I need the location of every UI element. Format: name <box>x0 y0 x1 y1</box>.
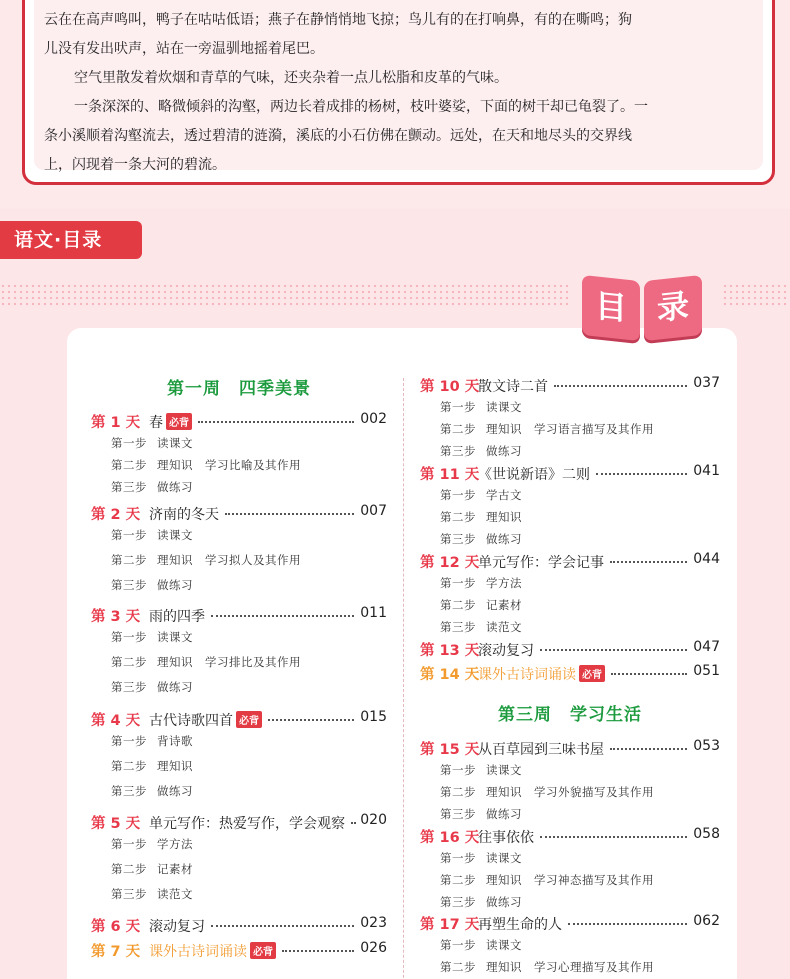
toc-step <box>111 758 193 774</box>
toc-entry[interactable] <box>420 738 720 760</box>
toc-title: 《世说新语》二则 <box>478 467 590 483</box>
toc-step <box>111 861 193 877</box>
step-text: 做练习 <box>486 532 522 546</box>
toc-title: 单元写作：热爱写作，学会观察 <box>149 816 345 832</box>
dotted-leader <box>351 822 354 824</box>
toc-page-number: 015 <box>360 709 387 725</box>
toc-day: 第 7 天 <box>91 944 141 960</box>
dot-pattern-right <box>722 283 790 307</box>
toc-title: 滚动复习 <box>149 919 205 935</box>
step-text: 读范文 <box>486 620 522 634</box>
toc-step <box>111 836 193 852</box>
step-text: 做练习 <box>486 444 522 458</box>
toc-day: 第 14 天 <box>420 667 480 683</box>
toc-title: 课外古诗词诵读 <box>149 944 247 960</box>
step-label: 第三步 <box>111 578 147 592</box>
dotted-leader <box>610 748 687 750</box>
toc-title: 济南的冬天 <box>149 507 219 523</box>
toc-step <box>111 629 193 645</box>
step-text: 理知识 学习神态描写及其作用 <box>486 873 654 887</box>
toc-page-number: 053 <box>693 738 720 754</box>
step-text: 记素材 <box>157 862 193 876</box>
step-text: 做练习 <box>486 807 522 821</box>
step-label: 第三步 <box>440 807 476 821</box>
toc-step <box>440 806 522 822</box>
step-label: 第二步 <box>111 458 147 472</box>
step-label: 第三步 <box>111 887 147 901</box>
toc-step <box>111 527 193 543</box>
step-text: 做练习 <box>157 784 193 798</box>
step-label: 第三步 <box>111 784 147 798</box>
step-label: 第二步 <box>440 960 476 974</box>
toc-title: 古代诗歌四首 <box>149 713 233 729</box>
toc-page-number: 023 <box>360 915 387 931</box>
toc-title: 从百草园到三味书屋 <box>478 742 604 758</box>
must-recite-badge: 必背 <box>166 413 192 430</box>
toc-entry[interactable] <box>420 913 720 935</box>
toc-page-number: 062 <box>693 913 720 929</box>
step-label: 第三步 <box>440 444 476 458</box>
toc-day: 第 10 天 <box>420 379 480 395</box>
step-text: 理知识 学习拟人及其作用 <box>157 553 301 567</box>
toc-page-number: 007 <box>360 503 387 519</box>
passage-line: 条小溪顺着沟壑流去，透过碧清的涟漪，溪底的小石仿佛在颤动。远处，在天和地尽头的交界线 <box>44 128 632 144</box>
step-text: 读课文 <box>157 528 193 542</box>
toc-step <box>111 886 193 902</box>
step-label: 第三步 <box>440 895 476 909</box>
step-text: 背诗歌 <box>157 734 193 748</box>
step-label: 第一步 <box>440 576 476 590</box>
dotted-leader <box>225 513 354 515</box>
toc-entry[interactable] <box>91 503 387 525</box>
step-label: 第一步 <box>111 630 147 644</box>
step-text: 理知识 学习外貌描写及其作用 <box>486 785 654 799</box>
must-recite-badge: 必背 <box>579 665 605 682</box>
step-text: 读范文 <box>157 887 193 901</box>
toc-step <box>111 479 193 495</box>
toc-step <box>440 575 522 591</box>
step-label: 第二步 <box>440 422 476 436</box>
step-label: 第二步 <box>440 873 476 887</box>
toc-step <box>440 421 654 437</box>
step-label: 第二步 <box>111 759 147 773</box>
step-text: 理知识 学习心理描写及其作用 <box>486 960 654 974</box>
step-text: 读课文 <box>157 436 193 450</box>
passage-line: 一条深深的、略微倾斜的沟壑，两边长着成排的杨树，枝叶婆娑，下面的树干却已龟裂了。一 <box>74 99 648 115</box>
toc-day: 第 1 天 <box>91 415 141 431</box>
dotted-leader <box>611 673 687 675</box>
toc-page-number: 047 <box>693 639 720 655</box>
step-label: 第一步 <box>440 763 476 777</box>
toc-page-number: 037 <box>693 375 720 391</box>
step-label: 第三步 <box>111 480 147 494</box>
toc-step <box>111 577 193 593</box>
toc-day: 第 15 天 <box>420 742 480 758</box>
toc-title: 再塑生命的人 <box>478 917 562 933</box>
toc-entry[interactable] <box>420 663 720 685</box>
toc-entry[interactable] <box>420 375 720 397</box>
step-text: 理知识 学习排比及其作用 <box>157 655 301 669</box>
toc-title: 往事依依 <box>478 830 534 846</box>
toc-day: 第 17 天 <box>420 917 480 933</box>
toc-step <box>440 619 522 635</box>
step-label: 第一步 <box>440 938 476 952</box>
step-label: 第二步 <box>440 785 476 799</box>
dotted-leader <box>540 649 687 651</box>
toc-page-number: 011 <box>360 605 387 621</box>
toc-card <box>67 328 737 979</box>
step-label: 第二步 <box>111 655 147 669</box>
week-title: 第三周 学习生活 <box>498 705 642 725</box>
passage-line: 上，闪现着一条大河的碧流。 <box>44 157 226 173</box>
must-recite-badge: 必背 <box>250 942 276 959</box>
toc-step <box>440 597 522 613</box>
toc-day: 第 16 天 <box>420 830 480 846</box>
toc-day: 第 5 天 <box>91 816 141 832</box>
mulu-badge-left: 目 <box>582 275 640 341</box>
must-recite-badge: 必背 <box>236 711 262 728</box>
toc-entry[interactable] <box>91 812 387 834</box>
toc-step <box>440 850 522 866</box>
toc-title: 单元写作：学会记事 <box>478 555 604 571</box>
toc-entry[interactable] <box>91 915 387 937</box>
step-text: 学方法 <box>157 837 193 851</box>
dotted-leader <box>211 615 354 617</box>
toc-step <box>440 959 654 975</box>
toc-day: 第 11 天 <box>420 467 480 483</box>
toc-entry[interactable] <box>91 940 387 962</box>
dotted-leader <box>610 561 687 563</box>
passage-text <box>34 0 763 173</box>
step-label: 第二步 <box>111 862 147 876</box>
step-label: 第三步 <box>111 680 147 694</box>
dot-pattern-left <box>0 283 572 307</box>
toc-step <box>440 784 654 800</box>
step-text: 读课文 <box>486 851 522 865</box>
toc-entry[interactable] <box>91 411 387 433</box>
step-text: 读课文 <box>486 938 522 952</box>
passage-card <box>22 0 775 185</box>
step-text: 学方法 <box>486 576 522 590</box>
dotted-leader <box>282 950 354 952</box>
step-label: 第二步 <box>440 510 476 524</box>
toc-day: 第 6 天 <box>91 919 141 935</box>
toc-step <box>440 937 522 953</box>
step-text: 记素材 <box>486 598 522 612</box>
step-text: 理知识 <box>486 510 522 524</box>
toc-page-number: 002 <box>360 411 387 427</box>
dotted-leader <box>554 385 687 387</box>
toc-step <box>440 894 522 910</box>
toc-page-number: 058 <box>693 826 720 842</box>
dotted-leader <box>568 923 687 925</box>
mulu-badge <box>580 272 704 342</box>
toc-page-number: 044 <box>693 551 720 567</box>
step-label: 第一步 <box>111 734 147 748</box>
step-label: 第三步 <box>440 532 476 546</box>
section-tag: 语文·目录 <box>0 221 142 259</box>
step-label: 第一步 <box>440 400 476 414</box>
step-text: 做练习 <box>157 680 193 694</box>
toc-title: 雨的四季 <box>149 609 205 625</box>
step-text: 做练习 <box>157 480 193 494</box>
step-label: 第一步 <box>440 488 476 502</box>
step-text: 理知识 学习语言描写及其作用 <box>486 422 654 436</box>
step-text: 读课文 <box>486 763 522 777</box>
step-text: 做练习 <box>157 578 193 592</box>
toc-title: 春 <box>149 415 163 431</box>
step-text: 理知识 学习比喻及其作用 <box>157 458 301 472</box>
toc-step <box>440 443 522 459</box>
column-divider <box>403 378 404 979</box>
passage-line: 云在在高声鸣叫，鸭子在咕咕低语；燕子在静悄悄地飞掠；鸟儿有的在打响鼻，有的在嘶鸣；狗 <box>44 12 632 28</box>
step-label: 第二步 <box>440 598 476 612</box>
toc-step <box>111 783 193 799</box>
mulu-badge-right: 录 <box>644 275 702 341</box>
toc-step <box>111 679 193 695</box>
toc-entry[interactable] <box>420 639 720 661</box>
toc-entry[interactable] <box>420 463 720 485</box>
toc-step <box>440 509 522 525</box>
dotted-leader <box>198 421 354 423</box>
toc-day: 第 3 天 <box>91 609 141 625</box>
toc-step <box>111 733 193 749</box>
toc-step <box>111 552 301 568</box>
toc-step <box>440 531 522 547</box>
passage-line: 儿没有发出吠声，站在一旁温驯地摇着尾巴。 <box>44 41 324 57</box>
toc-page-number: 051 <box>693 663 720 679</box>
week-title: 第一周 四季美景 <box>167 379 311 399</box>
toc-title: 课外古诗词诵读 <box>478 667 576 683</box>
dotted-leader <box>540 836 687 838</box>
toc-page-number: 026 <box>360 940 387 956</box>
dotted-leader <box>211 925 354 927</box>
toc-step <box>440 872 654 888</box>
toc-step <box>111 654 301 670</box>
toc-step <box>111 435 193 451</box>
toc-step <box>440 399 522 415</box>
toc-day: 第 12 天 <box>420 555 480 571</box>
toc-day: 第 2 天 <box>91 507 141 523</box>
dotted-leader <box>268 719 354 721</box>
step-text: 读课文 <box>157 630 193 644</box>
step-label: 第一步 <box>111 528 147 542</box>
step-label: 第一步 <box>440 851 476 865</box>
step-text: 读课文 <box>486 400 522 414</box>
toc-title: 散文诗二首 <box>478 379 548 395</box>
step-text: 学古文 <box>486 488 522 502</box>
toc-page-number: 020 <box>360 812 387 828</box>
step-text: 做练习 <box>486 895 522 909</box>
toc-entry[interactable] <box>91 605 387 627</box>
step-label: 第一步 <box>111 837 147 851</box>
toc-title: 滚动复习 <box>478 643 534 659</box>
toc-day: 第 13 天 <box>420 643 480 659</box>
step-text: 理知识 <box>157 759 193 773</box>
toc-day: 第 4 天 <box>91 713 141 729</box>
toc-entry[interactable] <box>91 709 387 731</box>
step-label: 第三步 <box>440 620 476 634</box>
toc-page-number: 041 <box>693 463 720 479</box>
dotted-leader <box>596 473 687 475</box>
toc-step <box>440 487 522 503</box>
step-label: 第一步 <box>111 436 147 450</box>
toc-entry[interactable] <box>420 826 720 848</box>
toc-step <box>111 457 301 473</box>
passage-paragraph: 空气里散发着炊烟和青草的气味，还夹杂着一点儿松脂和皮革的气味。 <box>74 70 508 86</box>
toc-entry[interactable] <box>420 551 720 573</box>
step-label: 第二步 <box>111 553 147 567</box>
toc-step <box>440 762 522 778</box>
